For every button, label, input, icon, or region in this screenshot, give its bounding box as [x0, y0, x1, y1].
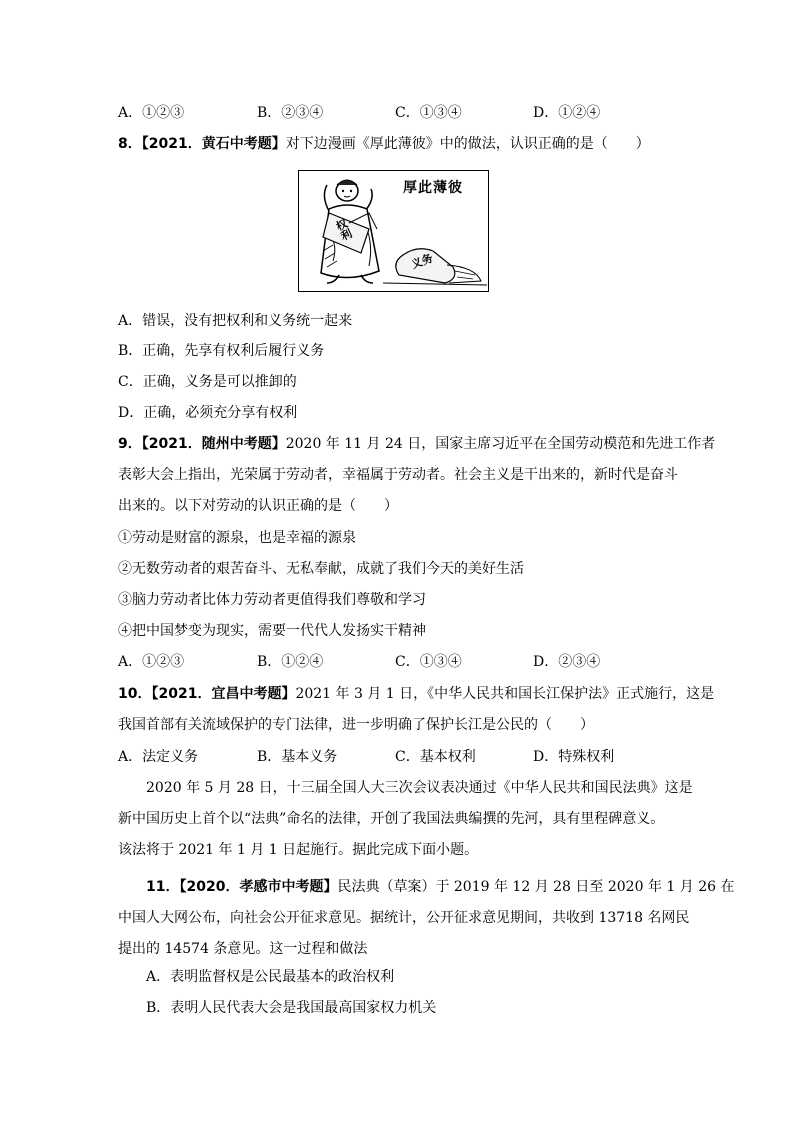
q10-stem-line-1 — [118, 684, 714, 704]
cartoon-title: 厚此薄彼 — [403, 180, 463, 196]
cartoon-scroll-duty: 义务 — [409, 251, 435, 272]
q9-source: 【2021．随州中考题】 — [141, 436, 286, 452]
q8-option-d: D．正确，必须充分享有权利 — [118, 405, 298, 421]
q10-options — [118, 747, 678, 767]
q9-statement-4: ④把中国梦变为现实，需要一代代人发扬实干精神 — [118, 623, 426, 639]
q8-option-c: C．正确，义务是可以推卸的 — [118, 374, 297, 390]
q9-number: 9． — [118, 436, 142, 452]
material-line-2: 新中国历史上首个以“法典”命名的法律，开创了我国法典编撰的先河，具有里程碑意义。 — [118, 811, 665, 827]
q10-option-a: A．法定义务 — [118, 749, 199, 765]
q10-option-b: B．基本义务 — [257, 749, 338, 765]
q9-statement-1: ①劳动是财富的源泉，也是幸福的源泉 — [118, 530, 356, 546]
q8-number: 8． — [118, 136, 142, 152]
q9-stem-line-1 — [118, 434, 715, 454]
q9-option-a: A．①②③ — [118, 654, 185, 670]
q11-number: 11． — [146, 879, 180, 895]
q9-option-c: C．①③④ — [395, 654, 462, 670]
q9-options — [118, 652, 678, 672]
q7-option-b: B．②③④ — [257, 105, 324, 121]
q11-source: 【2020．孝感市中考题】 — [179, 879, 338, 895]
q10-stem-line-2: 我国首部有关流域保护的专门法律，进一步明确了保护长江是公民的（ ） — [118, 717, 594, 733]
q9-stem-text-1: 2020 年 11 月 24 日，国家主席习近平在全国劳动模范和先进工作者 — [285, 436, 716, 452]
material-line-3: 该法将于 2021 年 1 月 1 日起施行。据此完成下面小题。 — [118, 842, 479, 858]
q11-stem-line-2: 中国人大网公布，向社会公开征求意见。据统计，公开征求意见期间，共收到 13718 名网民 — [118, 910, 690, 926]
q8-source: 【2021．黄石中考题】 — [141, 136, 286, 152]
q8-stem — [118, 134, 650, 154]
q11-option-a: A．表明监督权是公民最基本的政治权利 — [146, 969, 395, 985]
q10-number: 10． — [118, 686, 152, 702]
q8-cartoon — [298, 170, 489, 292]
q8-stem-text: 对下边漫画《厚此薄彼》中的做法，认识正确的是（ ） — [285, 136, 650, 152]
q9-option-d: D．②③④ — [533, 654, 601, 670]
q7-option-d: D．①②④ — [533, 105, 601, 121]
q10-stem-text-1: 2021 年 3 月 1 日，《中华人民共和国长江保护法》正式施行，这是 — [295, 686, 715, 702]
cartoon-scroll-rights: 权利 — [332, 217, 354, 243]
q10-option-c: C．基本权利 — [395, 749, 476, 765]
q7-options — [118, 103, 678, 123]
q11-stem-line-1 — [146, 877, 734, 897]
q10-option-d: D．特殊权利 — [533, 749, 615, 765]
q8-option-a: A．错误，没有把权利和义务统一起来 — [118, 313, 353, 329]
q10-source: 【2021．宜昌中考题】 — [151, 686, 296, 702]
q8-option-b: B．正确，先享有权利后履行义务 — [118, 343, 325, 359]
q7-option-c: C．①③④ — [395, 105, 462, 121]
q9-stem-line-3: 出来的。以下对劳动的认识正确的是（ ） — [118, 498, 398, 514]
q9-statement-3: ③脑力劳动者比体力劳动者更值得我们尊敬和学习 — [118, 592, 426, 608]
q11-stem-line-3: 提出的 14574 条意见。这一过程和做法 — [118, 941, 368, 957]
q11-stem-text-1: 民法典（草案）于 2019 年 12 月 28 日至 2020 年 1 月 26 在 — [337, 879, 735, 895]
q9-statement-2: ②无数劳动者的艰苦奋斗、无私奉献，成就了我们今天的美好生活 — [118, 561, 524, 577]
material-line-1: 2020 年 5 月 28 日，十三届全国人大三次会议表决通过《中华人民共和国民法典》这是 — [146, 780, 693, 796]
q9-stem-line-2: 表彰大会上指出，光荣属于劳动者，幸福属于劳动者。社会主义是干出来的，新时代是奋斗 — [118, 467, 678, 483]
q11-option-b: B．表明人民代表大会是我国最高国家权力机关 — [146, 1000, 437, 1016]
q9-option-b: B．①②④ — [257, 654, 324, 670]
q7-option-a: A．①②③ — [118, 105, 185, 121]
